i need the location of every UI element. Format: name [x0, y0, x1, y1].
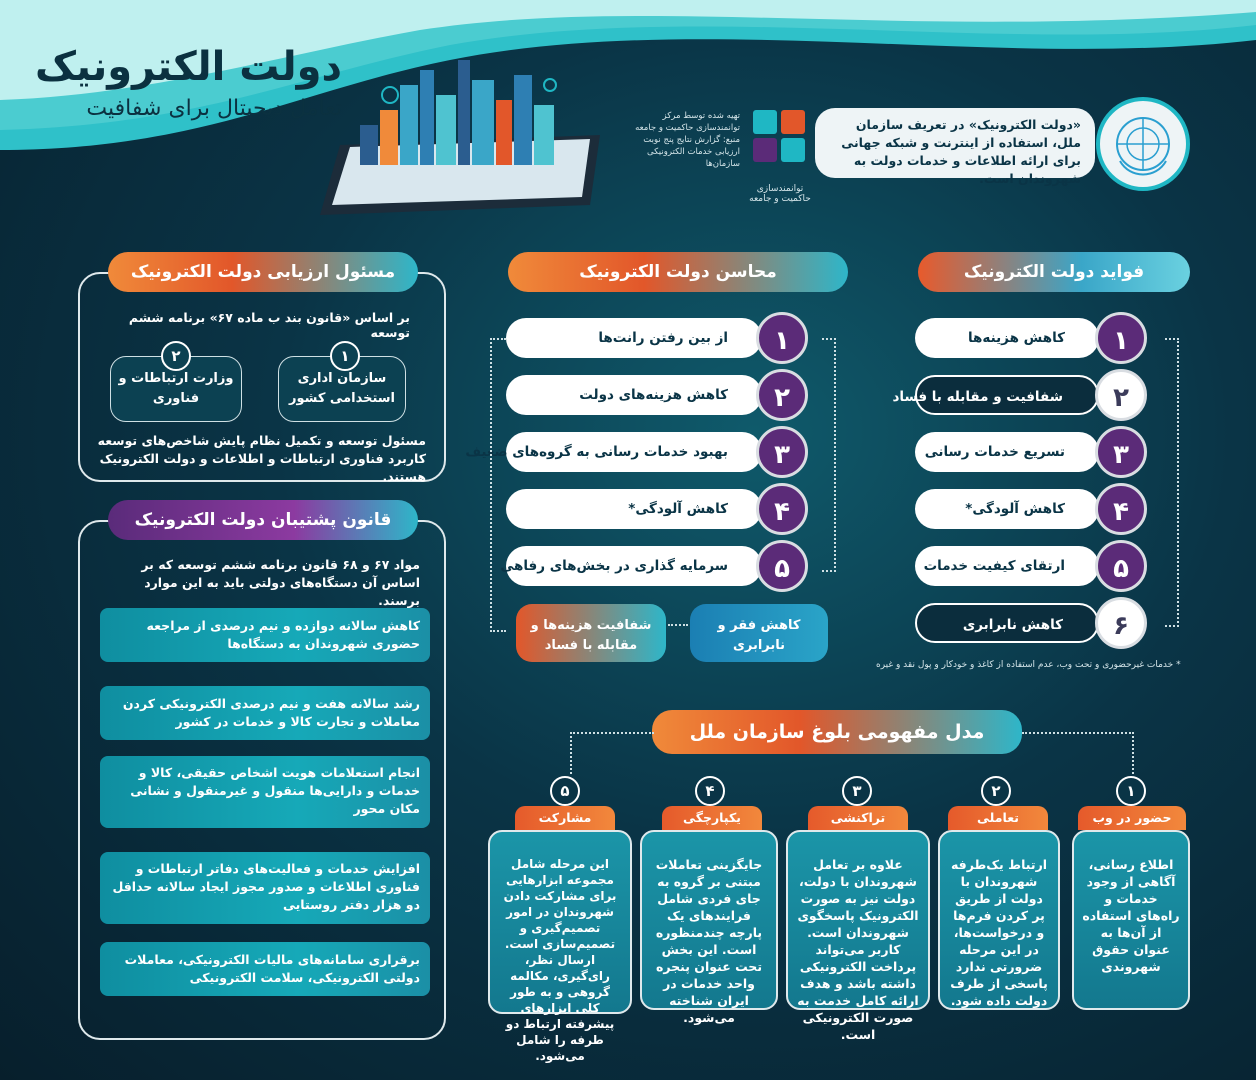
- list-item: [915, 432, 1155, 472]
- law-list: [100, 608, 430, 1028]
- outcome-poverty: کاهش فقر و نابرابری: [690, 604, 828, 662]
- advantage-label: کاهش آلودگی*: [506, 489, 762, 529]
- advantage-number: ۱: [756, 312, 808, 364]
- outcome-transparency: شفافیت هزینه‌ها و مقابله با فساد: [516, 604, 666, 662]
- stage-number: ۴: [695, 776, 725, 806]
- benefits-title: فواید دولت الکترونیک: [918, 252, 1190, 292]
- benefits-list: [892, 318, 1155, 641]
- list-item: [506, 375, 816, 415]
- org-number: ۱: [330, 341, 360, 371]
- benefit-number: ۴: [1095, 483, 1147, 535]
- list-item: [506, 318, 816, 358]
- stage-card: اطلاع رسانی، آگاهی از وجود خدمات و راه‌های استفاده از آن‌ها به عنوان حقوق شهروندی: [1072, 830, 1190, 1010]
- list-item: [500, 546, 816, 586]
- benefits-connector: [1165, 338, 1179, 627]
- stage-name: تراکنشی: [808, 806, 908, 830]
- org-label: وزارت ارتباطات و فناوری: [118, 371, 234, 406]
- maturity-connector-right: [1022, 732, 1134, 774]
- responsible-note: مسئول توسعه و تکمیل نظام پایش شاخص‌های توسعه کاربرد فناوری ارتباطات و اطلاعات و دولت الکترونیک هستند.: [97, 433, 426, 484]
- advantage-number: ۵: [756, 540, 808, 592]
- page-subtitle: تعامل دیجیتال برای شفافیت: [86, 96, 342, 121]
- law-item: رشد سالانه هفت و نیم درصدی الکترونیکی کردن معاملات و تجارت کالا و خدمات در کشور: [100, 686, 430, 740]
- advantages-title: محاسن دولت الکترونیک: [508, 252, 848, 292]
- org-number: ۲: [161, 341, 191, 371]
- un-definition: «دولت الکترونیک» در تعریف سازمان ملل، استفاده از اینترنت و شبکه جهانی برای ارائه اطلاعات و خدمات دولت به شهروندان است.: [815, 108, 1095, 178]
- organization-logo: [745, 100, 815, 204]
- benefit-label: کاهش هزینه‌ها: [915, 318, 1099, 358]
- stage-number: ۵: [550, 776, 580, 806]
- advantage-number: ۳: [756, 426, 808, 478]
- list-item: [915, 546, 1155, 586]
- maturity-connector-left: [570, 732, 654, 774]
- law-item: برقراری سامانه‌های مالیات الکترونیکی، معاملات دولتی الکترونیکی، سلامت الکترونیکی: [100, 942, 430, 996]
- maturity-title: مدل مفهومی بلوغ سازمان ملل: [652, 710, 1022, 754]
- stage-number: ۲: [981, 776, 1011, 806]
- city-tablet-illustration: [300, 55, 620, 215]
- stage-name: تعاملی: [948, 806, 1048, 830]
- list-item: [506, 489, 816, 529]
- credit-text: تهیه شده توسط مرکز توانمندسازی حاکمیت و جامعه منبع: گزارش نتایج پنج نوبت ارزیابی خدمات الکترونیکی سازمان‌ها: [635, 111, 740, 169]
- advantage-number: ۲: [756, 369, 808, 421]
- law-item: افزایش خدمات و فعالیت‌های دفاتر ارتباطات و فناوری اطلاعات و صدور مجوز ایجاد سالانه حداقل دو هزار دفتر روستایی: [100, 852, 430, 924]
- stage-card: این مرحله شامل مجموعه ابزارهایی برای مشارکت دادن شهروندان در امور تصمیم‌گیری و تصمیم‌سازی است. ارسال نظر، رای‌گیری، مکالمه گروهی و به طور کلی ابزارهای پیشرفته ارتباط دو طرفه را شامل می‌شود.: [488, 830, 632, 1014]
- stage-number: ۳: [842, 776, 872, 806]
- page-title: دولت الکترونیک: [34, 44, 342, 90]
- benefit-label: کاهش آلودگی*: [915, 489, 1099, 529]
- list-item: [892, 375, 1155, 415]
- benefit-label: ارتقای کیفیت خدمات: [915, 546, 1099, 586]
- benefit-number: ۶: [1095, 597, 1147, 649]
- advantage-label: بهبود خدمات رسانی به گروه‌های ضعیف: [506, 432, 762, 472]
- advantages-left-connector: [490, 338, 506, 632]
- advantages-right-connector: [822, 338, 836, 572]
- advantage-number: ۴: [756, 483, 808, 535]
- puzzle-logo-icon: [745, 100, 815, 180]
- benefit-label: شفافیت و مقابله با فساد: [915, 375, 1099, 415]
- benefits-footnote: * خدمات غیرحضوری و تحت وب، عدم استفاده از کاغذ و خودکار و پول نقد و غیره: [876, 660, 1181, 670]
- law-title: قانون پشتیبان دولت الکترونیک: [108, 500, 418, 540]
- law-item: انجام استعلامات هویت اشخاص حقیقی، کالا و خدمات و دارایی‌ها منقول و غیرمنقول و نشانی مکان محور: [100, 756, 430, 828]
- stage-card: علاوه بر تعامل شهروندان با دولت، دولت نیز به صورت الکترونیک پاسخگوی شهروندان است. کاربر می‌تواند پرداخت الکترونیکی داشته باشد و هدف ارائه کامل خدمت به صورت الکترونیکی است.: [786, 830, 930, 1010]
- un-emblem: [1096, 97, 1190, 191]
- benefit-number: ۵: [1095, 540, 1147, 592]
- stage-card: جایگزینی تعاملات مبتنی بر گروه به جای فردی شامل فرایندهای یک پارچه چندمنظوره است. این بخش تحت عنوان پنجره واحد خدمات در ایران شناخته می‌شود.: [640, 830, 778, 1010]
- un-globe-icon: [1100, 101, 1186, 187]
- benefit-number: ۲: [1095, 369, 1147, 421]
- benefit-label: تسریع خدمات رسانی: [915, 432, 1099, 472]
- list-item: [915, 318, 1155, 358]
- list-item: [915, 489, 1155, 529]
- responsible-basis: بر اساس «قانون بند ب ماده ۶۷» برنامه ششم توسعه: [128, 310, 410, 340]
- law-item: کاهش سالانه دوازده و نیم درصدی از مراجعه حضوری شهروندان به دستگاه‌ها: [100, 608, 430, 662]
- responsible-title: مسئول ارزیابی دولت الکترونیک: [108, 252, 418, 292]
- stage-name: مشارکت: [515, 806, 615, 830]
- stage-name: یکپارچگی: [662, 806, 762, 830]
- stage-name: حضور در وب: [1078, 806, 1186, 830]
- advantage-label: از بین رفتن رانت‌ها: [506, 318, 762, 358]
- list-item: [465, 432, 816, 472]
- benefit-label: کاهش نابرابری: [915, 603, 1099, 643]
- stage-number: ۱: [1116, 776, 1146, 806]
- advantage-label: سرمایه گذاری در بخش‌های رفاهی: [506, 546, 762, 586]
- stage-card: ارتباط یک‌طرفه شهروندان با دولت از طریق پر کردن فرم‌ها و درخواست‌ها، در این مرحله ضرورتی ندارد پاسخی از طرف دولت داده شود.: [938, 830, 1060, 1010]
- advantages-list: [465, 318, 816, 588]
- list-item: [915, 603, 1155, 643]
- benefit-number: ۳: [1095, 426, 1147, 478]
- benefit-number: ۱: [1095, 312, 1147, 364]
- law-intro: مواد ۶۷ و ۶۸ قانون برنامه ششم توسعه که بر اساس آن دستگاه‌های دولتی باید به این موارد برسند.: [141, 557, 420, 608]
- logo-text: توانمندسازی حاکمیت و جامعه: [749, 184, 811, 204]
- org-label: سازمان اداری استخدامی کشور: [288, 371, 396, 406]
- outcome-connector: [668, 624, 688, 628]
- advantage-label: کاهش هزینه‌های دولت: [506, 375, 762, 415]
